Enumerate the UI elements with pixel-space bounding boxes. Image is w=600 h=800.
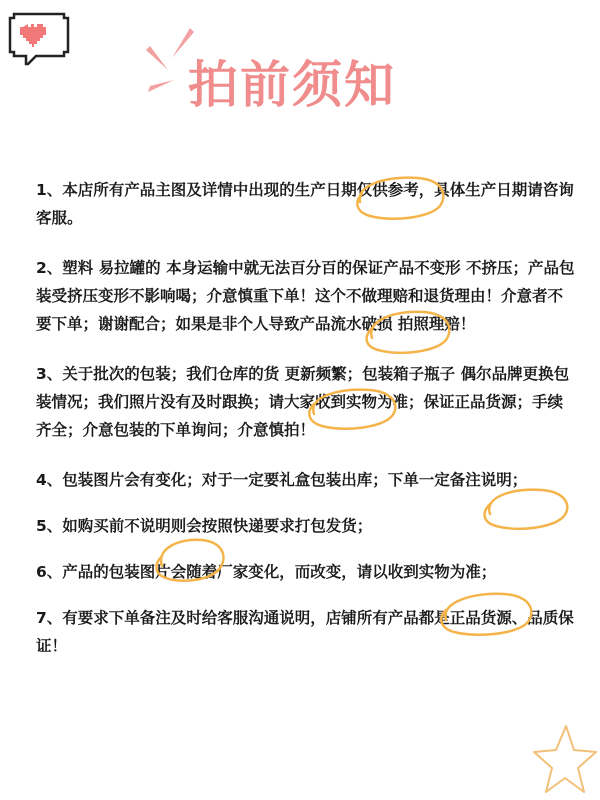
notice-item-1: 1、本店所有产品主图及详情中出现的生产日期仅供参考，具体生产日期请咨询客服。 [36,181,574,227]
notice-item-4: 4、包装图片会有变化；对于一定要礼盒包装出库；下单一定备注说明； [36,471,528,489]
notice-item-2: 2、塑料 易拉罐的 本身运输中就无法百分百的保证产品不变形 不挤压；产品包装受挤压变形不影响喝；介意慎重下单！这个不做理赔和退货理由！介意者不要下单；谢谢配合；如果是非个人导致产品流水破损 拍照理赔！ [36,259,575,333]
notice-item-5: 5、如购买前不说明则会按照快递要求打包发货； [36,517,373,535]
notice-item-6: 6、产品的包装图片会随着厂家变化，而改变，请以收到实物为准； [36,563,497,581]
notice-item-7: 7、有要求下单备注及时给客服沟通说明，店铺所有产品都是正品货源、品质保证！ [36,609,574,655]
page-title: 拍前须知 [188,56,396,114]
notice-item-3: 3、关于批次的包装；我们仓库的货 更新频繁；包装箱子瓶子 偶尔品牌更换包装情况；我们照片没有及时跟换；请大家收到实物为准；保证正品货源；手续齐全；介意包装的下单询问；介意慎拍！ [36,365,570,439]
heart-icon [6,10,72,66]
star-icon [532,722,598,796]
notice-list [36,176,576,682]
